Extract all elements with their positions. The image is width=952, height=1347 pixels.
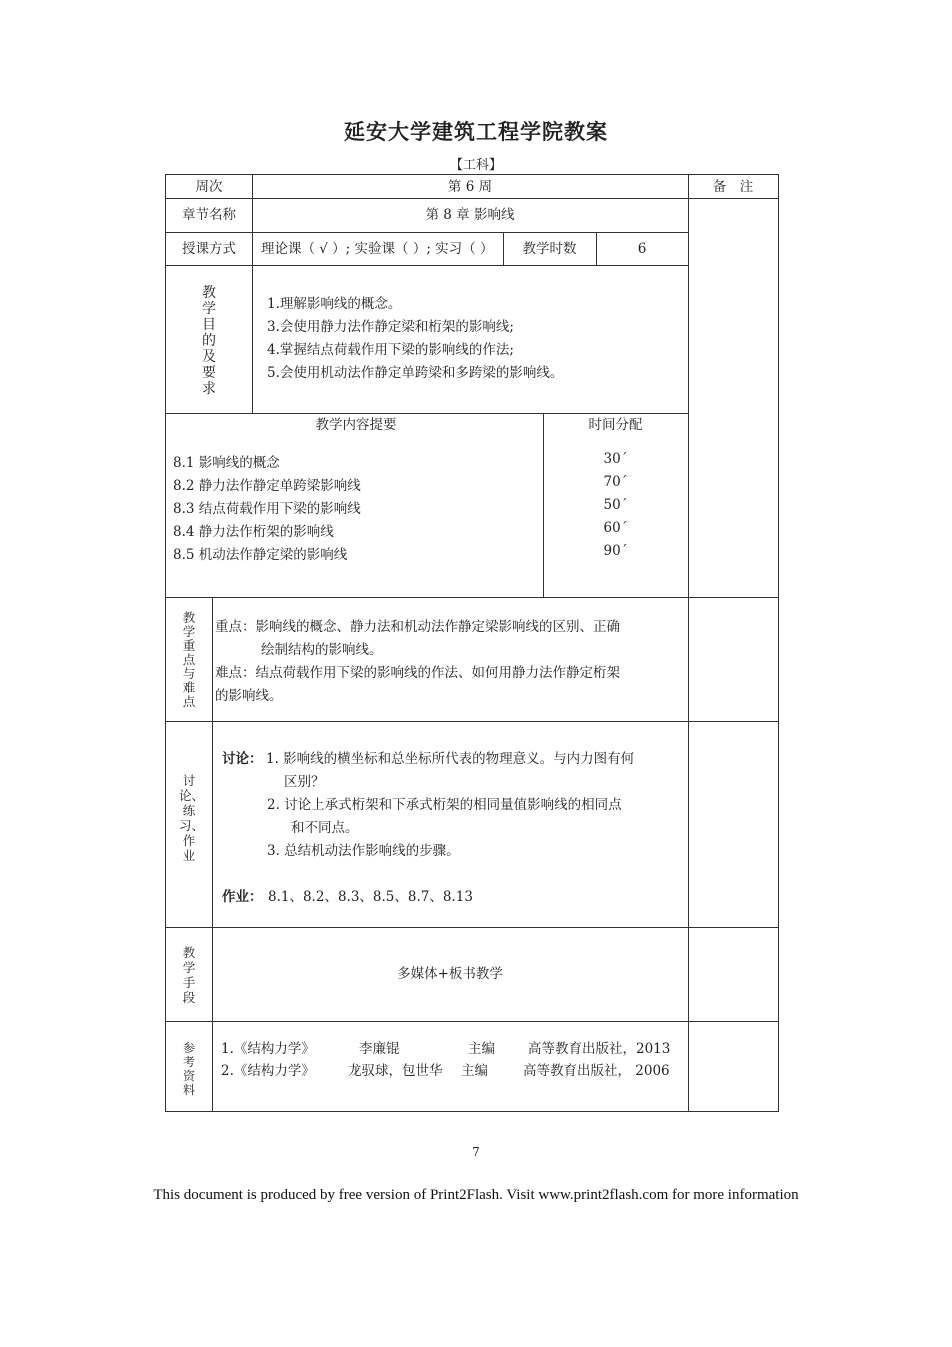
footer-notice: This document is produced by free version of Print2Flash. Visit www.print2flash.com for more information <box>153 1187 799 1203</box>
row-divider <box>166 265 688 266</box>
homework-value: 8.1、8.2、8.3、8.5、8.7、8.13 <box>268 889 473 905</box>
discussion-prefix: 讨论： <box>222 751 263 767</box>
row-divider <box>166 597 778 598</box>
means-label: 教学手段 <box>182 945 196 1005</box>
reference-book: 1.《结构力学》 <box>221 1041 315 1057</box>
mode-label: 授课方式 <box>182 241 236 257</box>
objective-item: 4.掌握结点荷载作用下梁的影响线的作法; <box>267 342 514 358</box>
discussion-line: 2. 讨论上承式桁架和下承式桁架的相同量值影响线的相同点 <box>267 797 622 813</box>
content-item: 8.4 静力法作桁架的影响线 <box>173 524 334 540</box>
keypoint-line: 重点：影响线的概念、静力法和机动法作静定梁影响线的区别、正确 <box>215 619 620 635</box>
week-label: 周次 <box>195 179 223 195</box>
row-divider <box>166 198 778 199</box>
keypoints-label: 教学重点与难点 <box>182 610 196 709</box>
keypoint-line: 绘制结构的影响线。 <box>261 642 383 658</box>
col-divider <box>212 597 213 1111</box>
content-item: 8.5 机动法作静定梁的影响线 <box>173 547 348 563</box>
lesson-plan-table <box>165 174 779 1112</box>
keypoint-line: 难点：结点荷载作用下梁的影响线的作法、如何用静力法作静定桁架 <box>215 665 620 681</box>
mode-value: 理论课（ √ ）; 实验课（ ）; 实习（ ） <box>261 241 494 257</box>
time-header: 时间分配 <box>588 417 643 433</box>
content-item: 8.1 影响线的概念 <box>173 455 280 471</box>
row-divider <box>166 232 688 233</box>
references-label: 参考资料 <box>182 1041 195 1097</box>
row-divider <box>166 1021 778 1022</box>
discussion-label: 讨论、练习、作业 <box>179 773 205 863</box>
content-time: 70´ <box>603 474 628 490</box>
hours-label: 教学时数 <box>522 241 577 257</box>
remark-label: 备 注 <box>712 179 754 195</box>
content-item: 8.2 静力法作静定单跨梁影响线 <box>173 478 361 494</box>
row-divider <box>166 927 778 928</box>
content-time: 60´ <box>603 520 628 536</box>
reference-publisher: 高等教育出版社， 2006 <box>523 1063 670 1079</box>
homework-prefix: 作业： <box>222 889 263 905</box>
col-divider <box>688 175 689 1111</box>
document-title: 延安大学建筑工程学院教案 <box>344 119 608 144</box>
page-number: 7 <box>472 1145 480 1159</box>
week-value: 第 6 周 <box>447 179 493 195</box>
content-time: 90´ <box>603 543 628 559</box>
discussion-line: 3. 总结机动法作影响线的步骤。 <box>267 843 460 859</box>
content-item: 8.3 结点荷载作用下梁的影响线 <box>173 501 361 517</box>
discussion-line: 区别？ <box>284 774 325 790</box>
reference-author: 李廉锟 <box>359 1041 400 1057</box>
content-time: 50´ <box>603 497 628 513</box>
discussion-line: 和不同点。 <box>291 820 359 836</box>
document-subtitle: 【工科】 <box>449 158 502 173</box>
reference-publisher: 高等教育出版社，2013 <box>528 1041 671 1057</box>
keypoint-line: 的影响线。 <box>215 688 283 704</box>
row-divider <box>166 721 778 722</box>
means-value: 多媒体+板书教学 <box>397 966 503 982</box>
objectives-label: 教学目的及要求 <box>202 285 216 397</box>
chapter-label: 章节名称 <box>182 207 236 223</box>
hours-value: 6 <box>637 241 647 257</box>
objective-item: 1.理解影响线的概念。 <box>267 296 402 312</box>
objective-item: 3.会使用静力法作静定梁和桁架的影响线; <box>267 319 514 335</box>
reference-book: 2.《结构力学》 <box>221 1063 315 1079</box>
row-divider <box>166 413 688 414</box>
reference-role: 主编 <box>461 1063 488 1079</box>
content-header: 教学内容提要 <box>315 417 397 433</box>
content-time: 30´ <box>603 451 628 467</box>
discussion-line: 1. 影响线的横坐标和总坐标所代表的物理意义。与内力图有何 <box>266 751 635 767</box>
objective-item: 5.会使用机动法作静定单跨梁和多跨梁的影响线。 <box>267 365 564 381</box>
reference-role: 主编 <box>468 1041 495 1057</box>
reference-author: 龙驭球，包世华 <box>348 1063 443 1079</box>
chapter-value: 第 8 章 影响线 <box>425 207 515 223</box>
